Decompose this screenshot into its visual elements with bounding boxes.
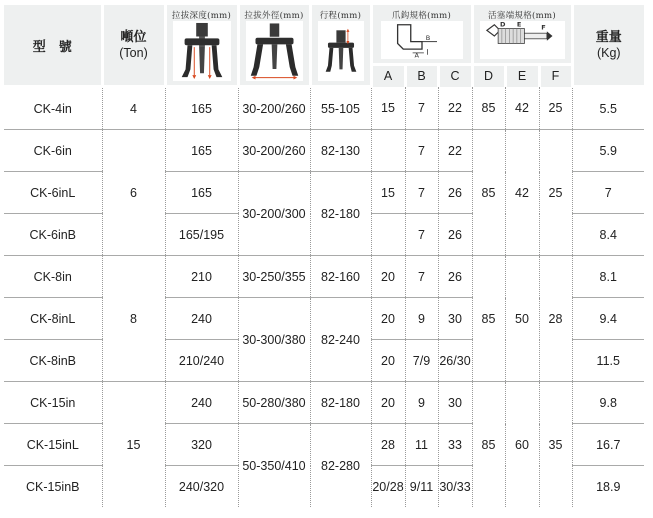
c-cell: 22 bbox=[438, 130, 472, 172]
header-col-c: C bbox=[438, 64, 472, 87]
depth-cell: 240/320 bbox=[165, 466, 238, 508]
b-cell: 7 bbox=[405, 87, 438, 130]
stroke-cell: 82-180 bbox=[310, 382, 371, 424]
a-cell: 20/28 bbox=[371, 466, 405, 508]
model-cell: CK-4in bbox=[4, 87, 102, 130]
puller-stroke-illustration bbox=[318, 21, 364, 81]
spec-table bbox=[4, 5, 644, 507]
svg-text:E: E bbox=[516, 21, 521, 29]
a-cell: 20 bbox=[371, 340, 405, 382]
e-cell: 42 bbox=[505, 130, 539, 256]
e-cell: 42 bbox=[505, 87, 539, 130]
a-cell bbox=[371, 130, 405, 172]
b-cell: 7/9 bbox=[405, 340, 438, 382]
puller-depth-illustration bbox=[173, 21, 231, 81]
svg-text:A: A bbox=[414, 51, 419, 59]
model-cell: CK-6in bbox=[4, 130, 102, 172]
piston-spec-caption: 活塞端規格(mm) bbox=[488, 11, 556, 21]
diameter-cell: 50-280/380 bbox=[238, 382, 310, 424]
a-cell bbox=[371, 214, 405, 256]
d-cell: 85 bbox=[472, 256, 505, 382]
puller-diameter-illustration bbox=[246, 21, 303, 81]
d-cell: 85 bbox=[472, 130, 505, 256]
svg-text:B: B bbox=[425, 33, 430, 42]
depth-cell: 210 bbox=[165, 256, 238, 298]
weight-cell: 7 bbox=[572, 172, 644, 214]
weight-cell: 9.4 bbox=[572, 298, 644, 340]
model-cell: CK-8inB bbox=[4, 340, 102, 382]
c-cell: 26/30 bbox=[438, 340, 472, 382]
e-cell: 50 bbox=[505, 256, 539, 382]
diameter-cell: 30-250/355 bbox=[238, 256, 310, 298]
c-cell: 30 bbox=[438, 382, 472, 424]
diameter-cell: 30-200/300 bbox=[238, 172, 310, 256]
depth-cell: 240 bbox=[165, 298, 238, 340]
pull-diameter-caption: 拉拔外徑(mm) bbox=[244, 11, 304, 21]
ton-cell: 4 bbox=[102, 87, 165, 130]
depth-cell: 165/195 bbox=[165, 214, 238, 256]
c-cell: 26 bbox=[438, 214, 472, 256]
depth-cell: 165 bbox=[165, 87, 238, 130]
table-row bbox=[4, 382, 644, 424]
b-cell: 9/11 bbox=[405, 466, 438, 508]
b-cell: 11 bbox=[405, 424, 438, 466]
a-cell: 20 bbox=[371, 256, 405, 298]
weight-cell: 8.4 bbox=[572, 214, 644, 256]
stroke-cell: 55-105 bbox=[310, 87, 371, 130]
f-cell: 35 bbox=[539, 382, 572, 508]
ton-cell: 8 bbox=[102, 256, 165, 382]
model-cell: CK-15inL bbox=[4, 424, 102, 466]
diameter-cell: 50-350/410 bbox=[238, 424, 310, 508]
d-cell: 85 bbox=[472, 87, 505, 130]
model-cell: CK-8in bbox=[4, 256, 102, 298]
table-row bbox=[4, 87, 644, 130]
a-cell: 28 bbox=[371, 424, 405, 466]
depth-cell: 240 bbox=[165, 382, 238, 424]
diameter-cell: 30-200/260 bbox=[238, 87, 310, 130]
e-cell: 60 bbox=[505, 382, 539, 508]
f-cell: 28 bbox=[539, 256, 572, 382]
stroke-cell: 82-180 bbox=[310, 172, 371, 256]
header-col-b: B bbox=[405, 64, 438, 87]
weight-cell: 16.7 bbox=[572, 424, 644, 466]
jaw-spec-caption: 爪鈎規格(mm) bbox=[391, 11, 452, 21]
b-cell: 9 bbox=[405, 382, 438, 424]
jaw-spec-illustration bbox=[381, 21, 463, 59]
header-col-e: E bbox=[505, 64, 539, 87]
b-cell: 7 bbox=[405, 172, 438, 214]
header-piston-spec bbox=[472, 5, 572, 64]
header-jaw-spec bbox=[371, 5, 472, 64]
a-cell: 20 bbox=[371, 298, 405, 340]
c-cell: 30/33 bbox=[438, 466, 472, 508]
depth-cell: 165 bbox=[165, 130, 238, 172]
a-cell: 15 bbox=[371, 172, 405, 214]
header-tonnage: 噸位 (Ton) bbox=[102, 5, 165, 87]
model-cell: CK-6inB bbox=[4, 214, 102, 256]
weight-cell: 11.5 bbox=[572, 340, 644, 382]
weight-cell: 18.9 bbox=[596, 479, 621, 494]
ton-cell: 6 bbox=[102, 130, 165, 256]
svg-text:D: D bbox=[499, 21, 505, 29]
c-cell: 26 bbox=[438, 172, 472, 214]
depth-cell: 320 bbox=[165, 424, 238, 466]
weight-cell: 5.5 bbox=[572, 87, 644, 130]
f-cell: 25 bbox=[539, 130, 572, 256]
depth-cell: 210/240 bbox=[165, 340, 238, 382]
table-row bbox=[4, 130, 644, 172]
stroke-cell: 82-130 bbox=[310, 130, 371, 172]
b-cell: 7 bbox=[405, 214, 438, 256]
b-cell: 7 bbox=[405, 256, 438, 298]
header-model: 型 號 bbox=[4, 5, 102, 87]
model-cell: CK-8inL bbox=[4, 298, 102, 340]
header-pull-depth bbox=[165, 5, 238, 87]
diameter-cell: 30-300/380 bbox=[238, 298, 310, 382]
a-cell: 15 bbox=[371, 87, 405, 130]
diameter-cell: 30-200/260 bbox=[238, 130, 310, 172]
model-cell: CK-6inL bbox=[4, 172, 102, 214]
svg-text:F: F bbox=[540, 23, 546, 32]
header-weight: 重量 (Kg) bbox=[572, 5, 644, 87]
table-row bbox=[4, 256, 644, 298]
a-cell: 20 bbox=[371, 382, 405, 424]
stroke-cell: 82-160 bbox=[310, 256, 371, 298]
c-cell: 30 bbox=[438, 298, 472, 340]
pull-depth-caption: 拉拔深度(mm) bbox=[171, 11, 232, 21]
c-cell: 22 bbox=[438, 87, 472, 130]
model-cell: CK-15inB bbox=[4, 466, 102, 508]
header-pull-diameter bbox=[238, 5, 310, 87]
b-cell: 7 bbox=[405, 130, 438, 172]
piston-spec-illustration bbox=[480, 21, 565, 59]
header-col-d: D bbox=[472, 64, 505, 87]
model-cell: CK-15in bbox=[4, 382, 102, 424]
header-col-a: A bbox=[371, 64, 405, 87]
c-cell: 26 bbox=[438, 256, 472, 298]
header-col-f: F bbox=[539, 64, 572, 87]
stroke-cell: 82-240 bbox=[310, 298, 371, 382]
ton-cell: 15 bbox=[102, 382, 165, 508]
stroke-caption: 行程(mm) bbox=[319, 11, 362, 21]
weight-cell: 5.9 bbox=[572, 130, 644, 172]
weight-cell: 8.1 bbox=[572, 256, 644, 298]
depth-cell: 165 bbox=[165, 172, 238, 214]
b-cell: 9 bbox=[405, 298, 438, 340]
c-cell: 33 bbox=[438, 424, 472, 466]
weight-cell: 9.8 bbox=[572, 382, 644, 424]
d-cell: 85 bbox=[472, 382, 505, 508]
header-stroke bbox=[310, 5, 371, 87]
stroke-cell: 82-280 bbox=[310, 424, 371, 508]
f-cell: 25 bbox=[539, 87, 572, 130]
